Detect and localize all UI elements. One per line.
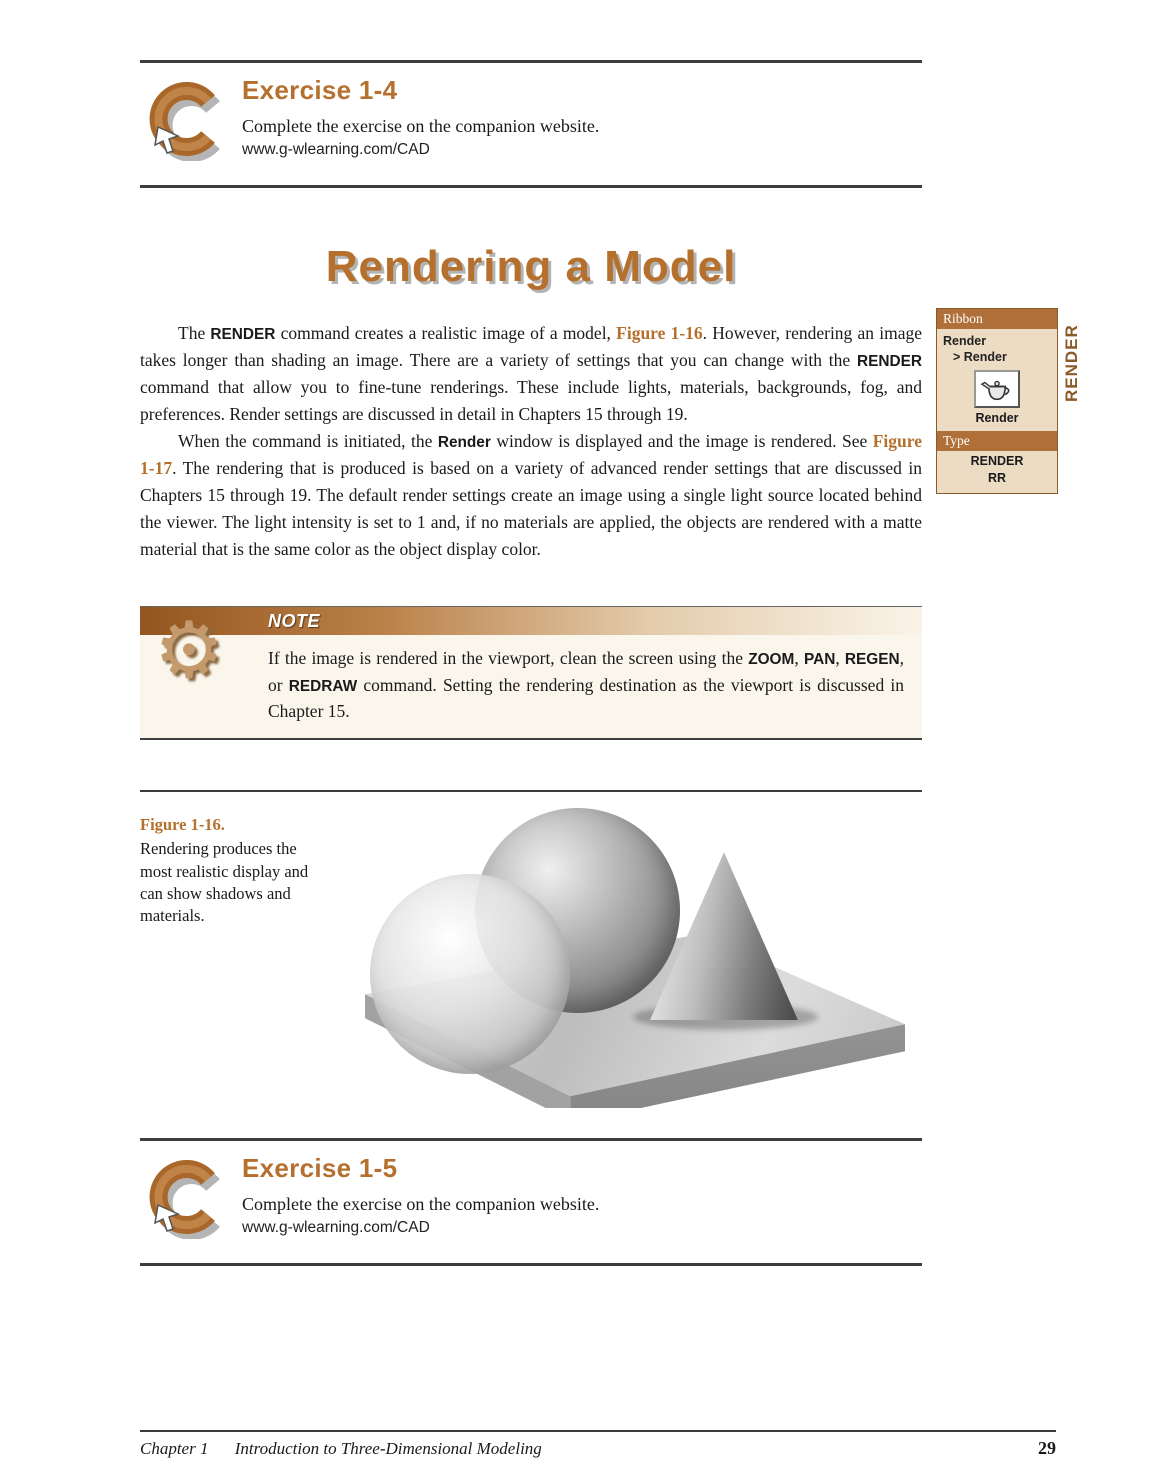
figure-label: Figure 1-16. bbox=[140, 815, 225, 835]
figure-top-rule bbox=[140, 790, 922, 792]
type-command: RENDER bbox=[970, 454, 1024, 468]
figure-reference: Figure 1-16 bbox=[616, 323, 703, 343]
exercise-1-5-block bbox=[140, 1141, 922, 1263]
cad-companion-logo bbox=[142, 75, 228, 161]
exercise-title: Exercise 1-5 bbox=[242, 1153, 398, 1184]
page-number: 29 bbox=[1038, 1438, 1056, 1458]
text-run: . The rendering that is produced is based on a variety of advanced render settings that are discussed in Chapters 15 through 19. The default render settings create an image using a single light source located behind the viewer. The light intensity is set to 1 and, if no materials are applied, the objects are rendered with a matte material that is the same color as the object display color. bbox=[140, 457, 922, 559]
c-logo-icon bbox=[142, 75, 228, 161]
rendered-model-image bbox=[365, 808, 905, 1108]
figure-caption bbox=[140, 814, 320, 927]
command-reference-sidebar bbox=[936, 308, 1058, 494]
text-run: RENDER bbox=[210, 326, 276, 343]
c-logo-icon bbox=[142, 1153, 228, 1239]
text-run: command creates a realistic image of a model, bbox=[275, 323, 617, 343]
text-run: command. Setting the rendering destination as the viewport is discussed in Chapter 15. bbox=[268, 674, 904, 721]
ribbon-path-line1: Render bbox=[943, 334, 987, 348]
gear-icon: ⚙ bbox=[154, 606, 224, 697]
margin-command-label: RENDER bbox=[1062, 324, 1081, 402]
text-run: command that allow you to fine-tune renderings. These include lights, materials, backgrounds, fog, and preferences. Render settings are discussed in detail in Chapters 15 through 19. bbox=[140, 376, 922, 424]
exercise-title: Exercise 1-4 bbox=[242, 75, 398, 105]
teapot-icon bbox=[978, 376, 1016, 404]
render-button-label: Render bbox=[975, 411, 1019, 425]
figure-1-16 bbox=[140, 802, 922, 1126]
note-box bbox=[140, 606, 922, 740]
companion-url: www.g-wlearning.com/CAD bbox=[242, 1219, 430, 1237]
companion-url: www.g-wlearning.com/CAD bbox=[242, 141, 430, 158]
ribbon-path-line2: > Render bbox=[953, 350, 1007, 364]
note-title: NOTE bbox=[268, 610, 321, 631]
body-paragraph-2 bbox=[140, 428, 922, 563]
text-run: , bbox=[794, 648, 804, 669]
exercise-bottom-rule bbox=[140, 185, 922, 188]
exercise-1-4-block bbox=[140, 63, 922, 185]
footer-chapter-title: Introduction to Three-Dimensional Modeling bbox=[234, 1439, 542, 1458]
page-title: Rendering a Model bbox=[325, 242, 737, 291]
text-run: The bbox=[178, 323, 211, 343]
type-header: Type bbox=[937, 431, 1057, 451]
body-paragraph-1 bbox=[140, 320, 922, 428]
note-text bbox=[140, 635, 922, 738]
main-content-column bbox=[140, 60, 922, 1266]
note-header-bar bbox=[140, 606, 922, 635]
text-run: RENDER bbox=[857, 352, 922, 370]
figure-reference: Figure 1-17 bbox=[140, 430, 922, 478]
page-footer bbox=[140, 1430, 1056, 1459]
figure-caption-text: Rendering produces the most realistic display and can show shadows and materials. bbox=[140, 839, 309, 926]
type-alias: RR bbox=[987, 471, 1007, 485]
text-run: PAN bbox=[803, 651, 836, 669]
exercise-instruction: Complete the exercise on the companion website. bbox=[242, 1194, 600, 1215]
text-run: When the command is initiated, the bbox=[178, 430, 438, 451]
exercise-instruction: Complete the exercise on the companion website. bbox=[242, 116, 600, 136]
text-run: . However, rendering an image takes longer than shading an image. There are a variety of settings that you can change with the bbox=[140, 323, 922, 370]
text-run: REGEN bbox=[844, 651, 900, 669]
ribbon-header: Ribbon bbox=[937, 309, 1057, 329]
text-run: Render bbox=[437, 433, 491, 451]
exercise2-bottom-rule bbox=[140, 1263, 922, 1266]
text-run: If the image is rendered in the viewport, clean the screen using the bbox=[268, 648, 749, 669]
text-run: , bbox=[835, 648, 845, 669]
text-run: window is displayed and the image is rendered. See bbox=[490, 430, 873, 451]
text-run: REDRAW bbox=[288, 677, 358, 695]
translucent-sphere bbox=[370, 874, 570, 1074]
text-run: , or bbox=[268, 648, 905, 695]
text-run: ZOOM bbox=[748, 651, 795, 669]
cad-companion-logo bbox=[142, 1153, 228, 1239]
render-button[interactable] bbox=[974, 370, 1020, 408]
footer-chapter: Chapter 1 bbox=[140, 1439, 209, 1458]
